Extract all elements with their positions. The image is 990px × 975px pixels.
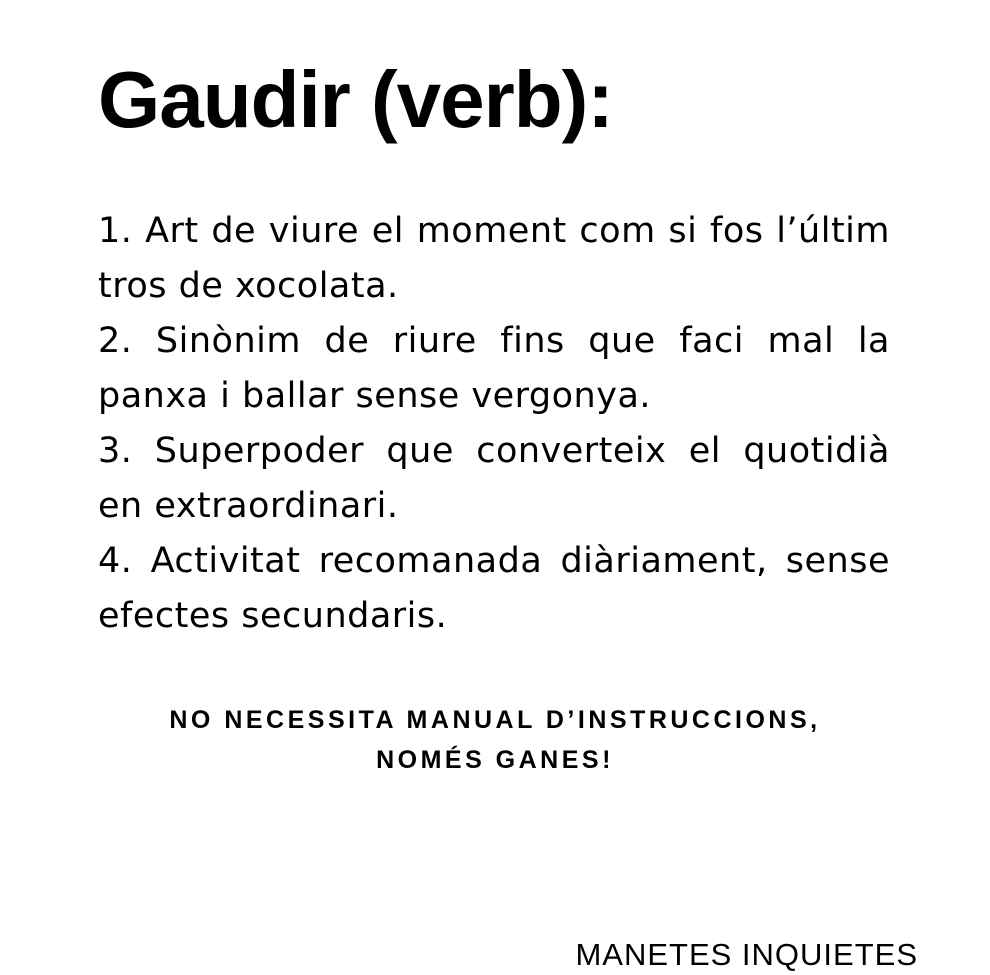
page-title: Gaudir (verb): <box>98 55 613 144</box>
definition-item-3: 3. Superpoder que converteix el quotidià en extraordinari. <box>98 431 890 526</box>
definition-item-1: 1. Art de viure el moment com si fos l’últim tros de xocolata. <box>98 211 890 306</box>
definition-list <box>98 204 890 644</box>
tagline-line-2: NOMÉS GANES! <box>376 746 614 774</box>
tagline-line-1: NO NECESSITA MANUAL D’INSTRUCCIONS, <box>169 706 821 734</box>
definition-item-4: 4. Activitat recomanada diàriament, sense efectes secundaris. <box>98 541 890 636</box>
tagline <box>100 700 890 780</box>
definition-item-2: 2. Sinònim de riure fins que faci mal la panxa i ballar sense vergonya. <box>98 321 890 416</box>
brand-signature: MANETES INQUIETES <box>575 937 918 972</box>
